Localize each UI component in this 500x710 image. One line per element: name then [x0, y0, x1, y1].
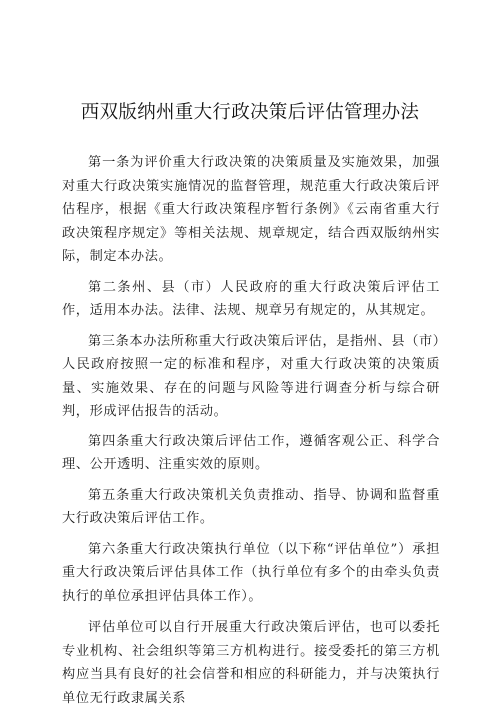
- article-2-paragraph: 第二条州、县（市）人民政府的重大行政决策后评估工作，适用本办法。法律、法规、规章另有规定的，从其规定。: [62, 279, 440, 318]
- article-5-paragraph: 第五条重大行政决策机关负责推动、指导、协调和监督重大行政决策后评估工作。: [62, 487, 440, 526]
- article-6-continuation-paragraph: 评估单位可以自行开展重大行政决策后评估，也可以委托专业机构、社会组织等第三方机构进行。接受委托的第三方机构应当具有良好的社会信誉和相应的科研能力，并与决策执行单位无行政隶属关系: [62, 620, 440, 706]
- document-title: 西双版纳州重大行政决策后评估管理办法: [80, 102, 420, 123]
- article-1-paragraph: 第一条为评价重大行政决策的决策质量及实施效果，加强对重大行政决策实施情况的监督管理，规范重大行政决策后评估程序，根据《重大行政决策程序暂行条例》《云南省重大行政决策程序规定》等相关法规、规章规定，结合西双版纳州实际，制定本办法。: [62, 155, 440, 264]
- document-body: [62, 151, 440, 710]
- article-4-paragraph: 第四条重大行政决策后评估工作，遵循客观公正、科学合理、公开透明、注重实效的原则。: [62, 433, 440, 472]
- article-3-paragraph: 第三条本办法所称重大行政决策后评估，是指州、县（市）人民政府按照一定的标准和程序，对重大行政决策的决策质量、实施效果、存在的问题与风险等进行调查分析与综合研判，形成评估报告的活动。: [62, 333, 440, 419]
- article-6-paragraph: 第六条重大行政决策执行单位（以下称“评估单位”）承担重大行政决策后评估具体工作（执行单位有多个的由牵头负责执行的单位承担评估具体工作）。: [62, 541, 440, 604]
